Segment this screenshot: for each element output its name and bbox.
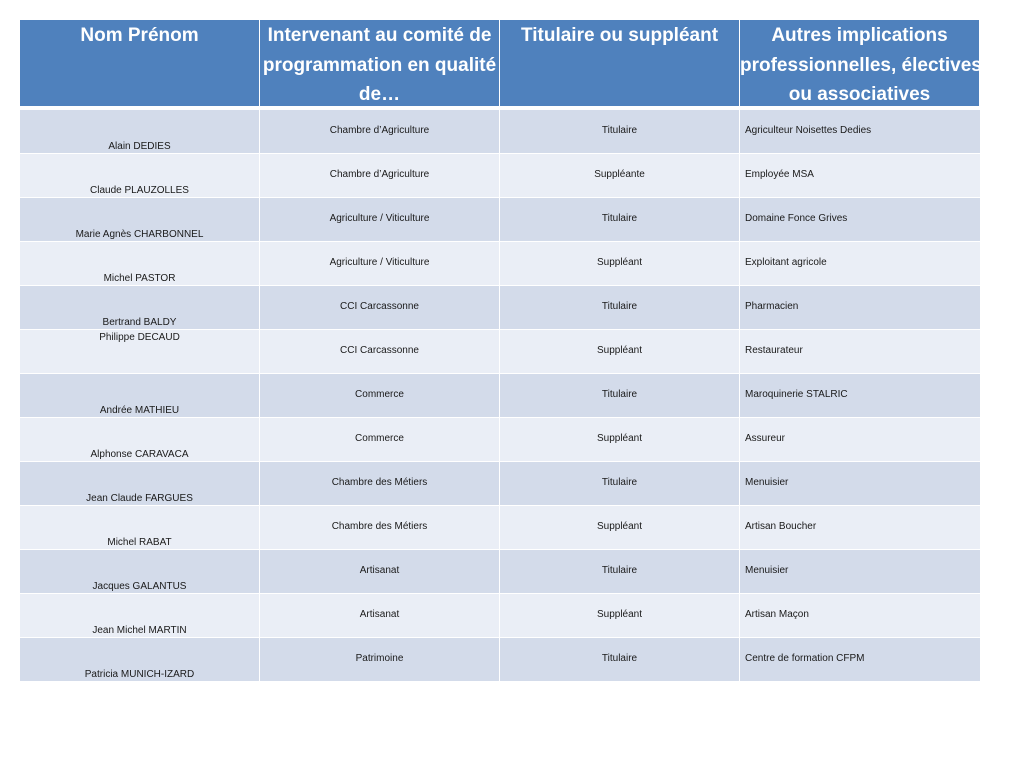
- cell-name: [20, 550, 260, 594]
- statut-text: Titulaire: [601, 389, 638, 400]
- implication-text: Pharmacien: [745, 301, 799, 312]
- cell-implication: [740, 198, 980, 242]
- statut-text: Suppléant: [596, 521, 643, 532]
- cell-statut: [500, 286, 740, 330]
- name-text: Jacques GALANTUS: [92, 581, 187, 592]
- cell-statut: [500, 110, 740, 154]
- cell-implication: [740, 506, 980, 550]
- name-text: Claude PLAUZOLLES: [90, 185, 189, 196]
- cell-statut: [500, 462, 740, 506]
- name-text: Jean Michel MARTIN: [92, 625, 187, 636]
- implication-text: Agriculteur Noisettes Dedies: [745, 125, 872, 136]
- organisme-text: CCI Carcassonne: [340, 301, 419, 312]
- cell-implication: [740, 418, 980, 462]
- name-text: Michel RABAT: [107, 537, 172, 548]
- organisme-text: CCI Carcassonne: [340, 345, 419, 356]
- statut-text: Suppléant: [596, 257, 643, 268]
- name-text: Alain DEDIES: [108, 141, 171, 152]
- name-text: Andrée MATHIEU: [99, 405, 180, 416]
- header-autres-line3: ou associatives: [788, 84, 931, 105]
- statut-text: Titulaire: [601, 477, 638, 488]
- cell-statut: [500, 374, 740, 418]
- name-text: Michel PASTOR: [103, 273, 176, 284]
- statut-text: Titulaire: [601, 565, 638, 576]
- implication-text: Domaine Fonce Grives: [745, 213, 848, 224]
- cell-name: [20, 506, 260, 550]
- name-text: Alphonse CARAVACA: [90, 449, 189, 460]
- organisme-text: Artisanat: [359, 609, 400, 620]
- cell-organisme: [260, 506, 500, 550]
- cell-organisme: [260, 154, 500, 198]
- cell-statut: [500, 594, 740, 638]
- cell-organisme: [260, 462, 500, 506]
- implication-text: Restaurateur: [745, 345, 803, 356]
- cell-organisme: [260, 550, 500, 594]
- cell-statut: [500, 418, 740, 462]
- name-text: Marie Agnès CHARBONNEL: [75, 229, 204, 240]
- organisme-text: Patrimoine: [355, 653, 404, 664]
- cell-name: [20, 242, 260, 286]
- statut-text: Titulaire: [601, 125, 638, 136]
- organisme-text: Chambre des Métiers: [331, 521, 428, 532]
- name-text: Bertrand BALDY: [102, 317, 177, 328]
- organisme-text: Chambre des Métiers: [331, 477, 428, 488]
- committee-table: [20, 20, 980, 682]
- cell-name: [20, 154, 260, 198]
- cell-statut: [500, 506, 740, 550]
- cell-implication: [740, 550, 980, 594]
- cell-organisme: [260, 286, 500, 330]
- cell-name: [20, 638, 260, 682]
- name-text: Patricia MUNICH-IZARD: [84, 669, 195, 680]
- header-nom-prenom-label: Nom Prénom: [80, 25, 199, 46]
- cell-statut: [500, 198, 740, 242]
- organisme-text: Chambre d’Agriculture: [329, 125, 430, 136]
- cell-name: [20, 198, 260, 242]
- cell-name: [20, 462, 260, 506]
- name-text: Philippe DECAUD: [99, 332, 180, 343]
- cell-implication: [740, 110, 980, 154]
- implication-text: Employée MSA: [745, 169, 814, 180]
- cell-organisme: [260, 374, 500, 418]
- cell-statut: [500, 638, 740, 682]
- cell-name: [20, 110, 260, 154]
- cell-organisme: [260, 594, 500, 638]
- cell-implication: [740, 154, 980, 198]
- implication-text: Artisan Maçon: [745, 609, 809, 620]
- header-autres-implications: [740, 20, 980, 106]
- cell-name: [20, 286, 260, 330]
- cell-implication: [740, 286, 980, 330]
- header-nom-prenom: [20, 20, 260, 106]
- cell-name: [20, 374, 260, 418]
- statut-text: Suppléant: [596, 345, 643, 356]
- header-intervenant-line2: programmation en qualité: [262, 54, 497, 76]
- organisme-text: Chambre d’Agriculture: [329, 169, 430, 180]
- organisme-text: Agriculture / Viticulture: [329, 213, 430, 224]
- cell-organisme: [260, 198, 500, 242]
- statut-text: Suppléant: [596, 609, 643, 620]
- statut-text: Suppléante: [594, 169, 645, 180]
- statut-text: Titulaire: [601, 653, 638, 664]
- cell-organisme: [260, 330, 500, 374]
- header-titulaire-suppleant: [500, 20, 740, 106]
- cell-name: [20, 418, 260, 462]
- cell-implication: [740, 374, 980, 418]
- header-intervenant-line1: Intervenant au comité de: [267, 25, 492, 46]
- cell-implication: [740, 330, 980, 374]
- implication-text: Maroquinerie STALRIC: [745, 389, 848, 400]
- cell-name: [20, 330, 260, 374]
- cell-statut: [500, 154, 740, 198]
- cell-organisme: [260, 242, 500, 286]
- header-autres-line2: professionnelles, électives: [740, 54, 982, 76]
- header-titulaire-suppleant-label: Titulaire ou suppléant: [520, 25, 719, 46]
- cell-name: [20, 594, 260, 638]
- cell-organisme: [260, 638, 500, 682]
- name-text: Jean Claude FARGUES: [86, 493, 193, 504]
- cell-implication: [740, 462, 980, 506]
- statut-text: Suppléant: [596, 433, 643, 444]
- organisme-text: Commerce: [355, 433, 404, 444]
- statut-text: Titulaire: [601, 301, 638, 312]
- implication-text: Menuisier: [745, 477, 789, 488]
- cell-organisme: [260, 418, 500, 462]
- header-autres-line1: Autres implications: [771, 25, 948, 46]
- cell-statut: [500, 242, 740, 286]
- implication-text: Menuisier: [745, 565, 789, 576]
- implication-text: Centre de formation CFPM: [745, 653, 865, 664]
- cell-implication: [740, 638, 980, 682]
- organisme-text: Agriculture / Viticulture: [329, 257, 430, 268]
- implication-text: Assureur: [745, 433, 786, 444]
- cell-statut: [500, 550, 740, 594]
- cell-implication: [740, 594, 980, 638]
- cell-organisme: [260, 110, 500, 154]
- cell-implication: [740, 242, 980, 286]
- header-intervenant-line3: de…: [358, 84, 401, 105]
- implication-text: Artisan Boucher: [745, 521, 817, 532]
- statut-text: Titulaire: [601, 213, 638, 224]
- cell-statut: [500, 330, 740, 374]
- header-intervenant: [260, 20, 500, 106]
- organisme-text: Commerce: [355, 389, 404, 400]
- organisme-text: Artisanat: [359, 565, 400, 576]
- implication-text: Exploitant agricole: [745, 257, 827, 268]
